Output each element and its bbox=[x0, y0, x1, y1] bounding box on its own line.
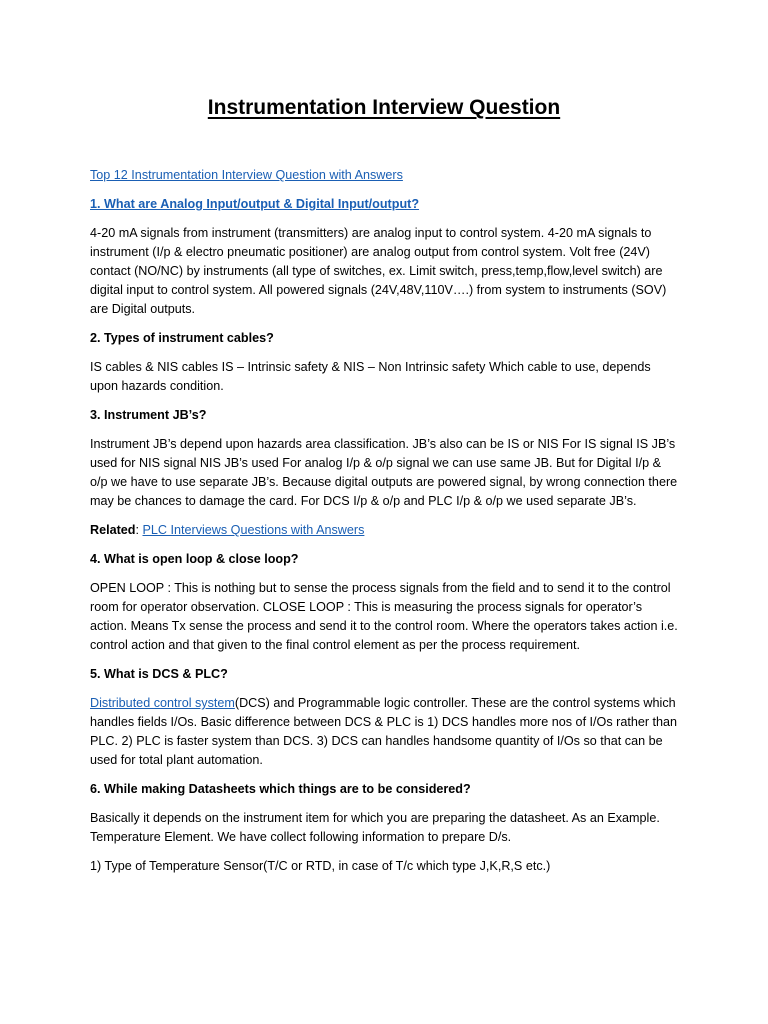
answer-2: IS cables & NIS cables IS – Intrinsic safety & NIS – Non Intrinsic safety Which cable to use, depends upon hazards condition. bbox=[90, 360, 651, 393]
answer-1: 4-20 mA signals from instrument (transmitters) are analog input to control system. 4-20 mA signals to instrument (I/p & electro pneumatic positioner) are analog output from control system. Volt free (24V) contact (NO/NC) by instruments (all type of switches, ex. Limit switch, press,temp,flow,level switch) are digital input to control system. All powered signals (24V,48V,110V….) from system to instruments (SOV) are Digital outputs. bbox=[90, 226, 667, 316]
question-5-heading: 5. What is DCS & PLC? bbox=[90, 667, 228, 681]
answer-5-text: (DCS) and Programmable logic controller. These are the control systems which handles fields I/Os. Basic difference between DCS & PLC is 1) DCS handles more nos of I/Os rather than PLC. 2) PLC is faster system than DCS. 3) DCS can handles handsome quantity of I/Os so that can be used for total plant automation. bbox=[90, 696, 678, 767]
question-1-heading[interactable]: 1. What are Analog Input/output & Digital Input/output? bbox=[90, 197, 420, 211]
answer-4: OPEN LOOP : This is nothing but to sense the process signals from the field and to send it to the control room for operator observation. CLOSE LOOP : This is measuring the process signals for operator’s action. Means Tx sense the process and send it to the control room. Where the operators takes action i.e. control action and that given to the final control element as per the process requirement. bbox=[90, 581, 678, 652]
question-4-heading: 4. What is open loop & close loop? bbox=[90, 552, 299, 566]
page-title: Instrumentation Interview Question bbox=[207, 96, 561, 119]
answer-3: Instrument JB’s depend upon hazards area classification. JB’s also can be IS or NIS For IS signal IS JB’s used for NIS signal NIS JB’s used For analog I/p & o/p signal we can use same JB. But for Digital I/p & o/p we have to use separate JB’s. Because digital outputs are powered signal, by wrong connection there may be chances to damage the card. For DCS I/p & o/p and PLC I/p & o/p we used separate JB’s. bbox=[90, 437, 678, 508]
document-body bbox=[90, 166, 680, 886]
answer-6-item-1: 1) Type of Temperature Sensor(T/C or RTD, in case of T/c which type J,K,R,S etc.) bbox=[90, 859, 551, 873]
related-link[interactable]: PLC Interviews Questions with Answers bbox=[142, 523, 365, 537]
related-line bbox=[90, 521, 680, 540]
related-colon: : bbox=[135, 523, 143, 537]
question-6-heading: 6. While making Datasheets which things are to be considered? bbox=[90, 782, 471, 796]
related-label: Related bbox=[90, 523, 136, 537]
answer-5 bbox=[90, 694, 680, 770]
answer-6: Basically it depends on the instrument item for which you are preparing the datasheet. As an Example. Temperature Element. We have collect following information to prepare D/s. bbox=[90, 811, 660, 844]
question-2-heading: 2. Types of instrument cables? bbox=[90, 331, 274, 345]
question-3-heading: 3. Instrument JB’s? bbox=[90, 408, 207, 422]
intro-link[interactable]: Top 12 Instrumentation Interview Question with Answers bbox=[90, 168, 403, 182]
dcs-link[interactable]: Distributed control system bbox=[90, 696, 235, 710]
